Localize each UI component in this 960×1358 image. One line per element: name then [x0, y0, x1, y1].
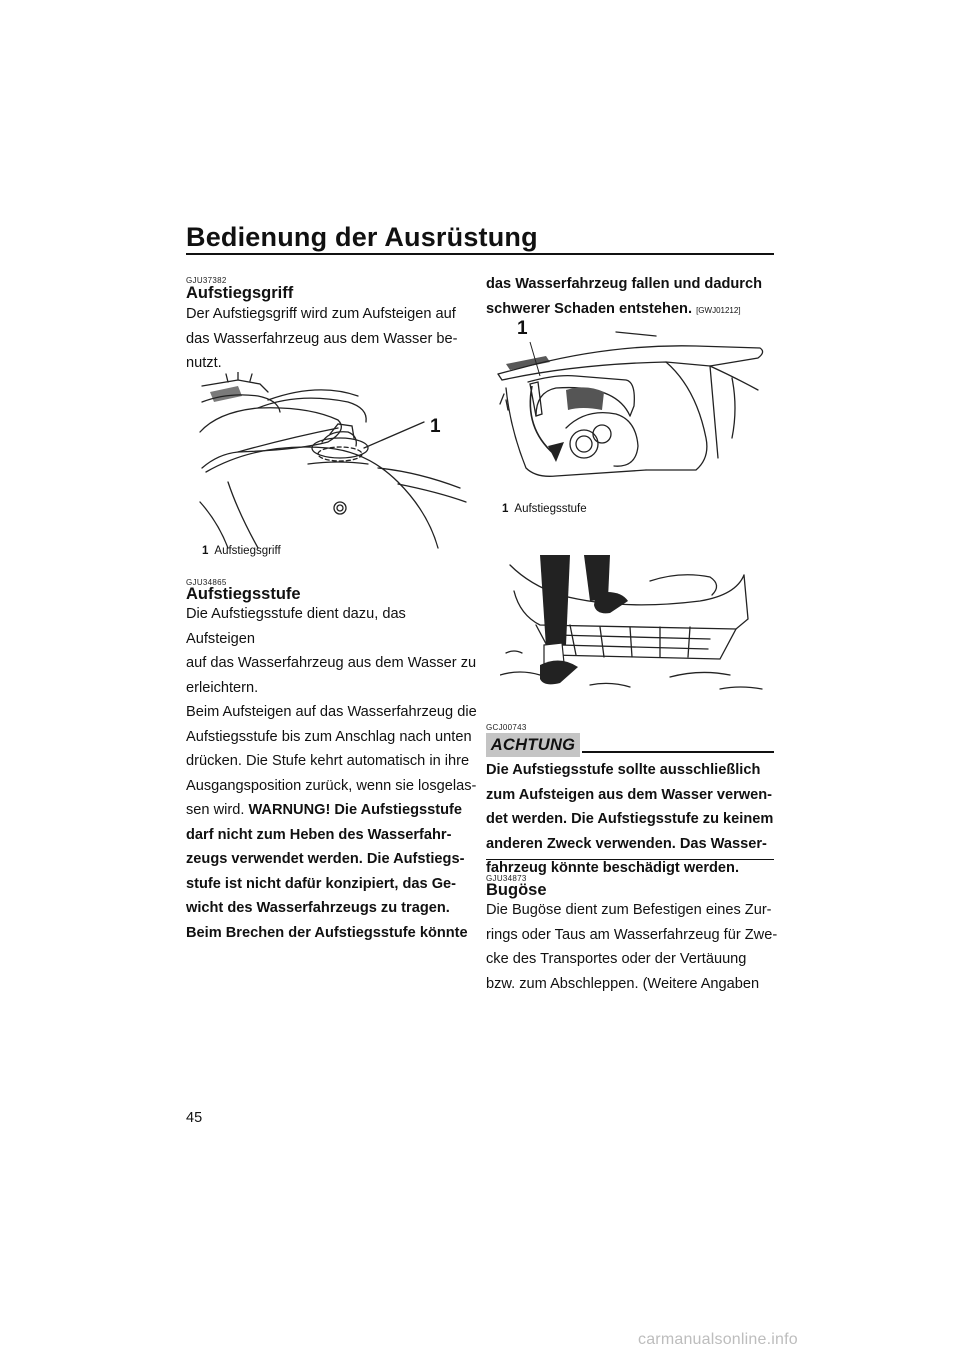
text-line: Aufstiegsstufe bis zum Anschlag nach unten: [186, 728, 472, 745]
warning-continuation: [486, 272, 776, 323]
figure-caption: [502, 503, 587, 515]
figure-caption: [202, 545, 281, 557]
section-body-aufstiegsgriff: [186, 302, 476, 376]
text-line: erleichtern.: [186, 679, 259, 696]
text-line: rings oder Taus am Wasserfahrzeug für Zwe-: [486, 926, 778, 943]
figure-aufstiegsstufe: [496, 318, 772, 484]
warning-line: wicht des Wasserfahrzeugs zu tragen.: [186, 900, 450, 916]
section-heading-aufstiegsgriff: Aufstiegsgriff: [186, 284, 294, 302]
text-line: cke des Transportes oder der Vertäuung: [486, 951, 747, 967]
achtung-bottom-rule: [486, 859, 774, 860]
text-line: nutzt.: [186, 355, 222, 371]
section-code: GJU34873: [486, 874, 527, 883]
warning-line-text: schwerer Schaden entstehen.: [486, 300, 693, 317]
figure-aufstiegsgriff: [198, 372, 468, 550]
warning-line: darf nicht zum Heben des Wasserfahr-: [186, 826, 452, 843]
achtung-line: anderen Zweck verwenden. Das Wasser-: [486, 835, 767, 852]
text-line: [186, 798, 478, 823]
achtung-body: [486, 758, 778, 881]
achtung-line: det werden. Die Aufstiegsstufe zu keinem: [486, 811, 774, 827]
achtung-line: zum Aufsteigen aus dem Wasser verwen-: [486, 786, 773, 803]
text-segment: sen wird.: [186, 802, 249, 818]
figure-callout: 1: [430, 416, 441, 437]
caption-text: Aufstiegsgriff: [214, 545, 281, 557]
achtung-badge: ACHTUNG: [486, 733, 580, 757]
achtung-top-rule: [582, 751, 774, 753]
text-line: Beim Aufsteigen auf das Wasserfahrzeug die: [186, 704, 477, 720]
warning-line: stufe ist nicht dafür konzipiert, das Ge-: [186, 875, 457, 892]
text-line: Die Aufstiegsstufe dient dazu, das Aufsteigen: [186, 606, 406, 647]
warning-line: zeugs verwendet werden. Die Aufstiegs-: [186, 851, 465, 867]
caption-number: 1: [502, 503, 509, 515]
achtung-code: GCJ00743: [486, 723, 527, 732]
section-code: GJU37382: [186, 276, 227, 285]
caption-number: 1: [202, 545, 209, 557]
warning-line: Beim Brechen der Aufstiegsstufe könnte: [186, 924, 468, 941]
warning-line: das Wasserfahrzeug fallen und dadurch: [486, 276, 762, 292]
section-heading-aufstiegsstufe: Aufstiegsstufe: [186, 585, 301, 603]
warning-code: [GWJ01212]: [696, 305, 741, 315]
text-line: Der Aufstiegsgriff wird zum Aufsteigen auf: [186, 306, 456, 322]
text-line: Ausgangsposition zurück, wenn sie losgelas-: [186, 777, 477, 794]
text-line: drücken. Die Stufe kehrt automatisch in ihre: [186, 753, 470, 769]
title-rule: [186, 253, 774, 255]
warning-start: WARNUNG! Die Aufstiegsstufe: [248, 802, 462, 818]
page-number: 45: [186, 1110, 203, 1126]
text-line: auf das Wasserfahrzeug aus dem Wasser zu: [186, 655, 477, 671]
page-title: Bedienung der Ausrüstung: [186, 222, 538, 252]
section-heading-bugoese: Bugöse: [486, 881, 547, 899]
section-body-bugoese: [486, 898, 778, 996]
caption-text: Aufstiegsstufe: [514, 503, 587, 515]
text-line: das Wasserfahrzeug aus dem Wasser be-: [186, 330, 458, 347]
figure-boarding: [500, 555, 768, 697]
figure-callout: 1: [517, 318, 528, 339]
text-line: Die Bugöse dient zum Befestigen eines Zur-: [486, 902, 772, 918]
section-body-aufstiegsstufe: [186, 602, 478, 945]
achtung-line: fahrzeug könnte beschädigt werden.: [486, 860, 739, 876]
achtung-line: Die Aufstiegsstufe sollte ausschließlich: [486, 762, 761, 778]
section-code: GJU34865: [186, 578, 227, 587]
watermark: carmanualsonline.info: [638, 1331, 798, 1348]
text-line: bzw. zum Abschleppen. (Weitere Angaben: [486, 975, 760, 992]
